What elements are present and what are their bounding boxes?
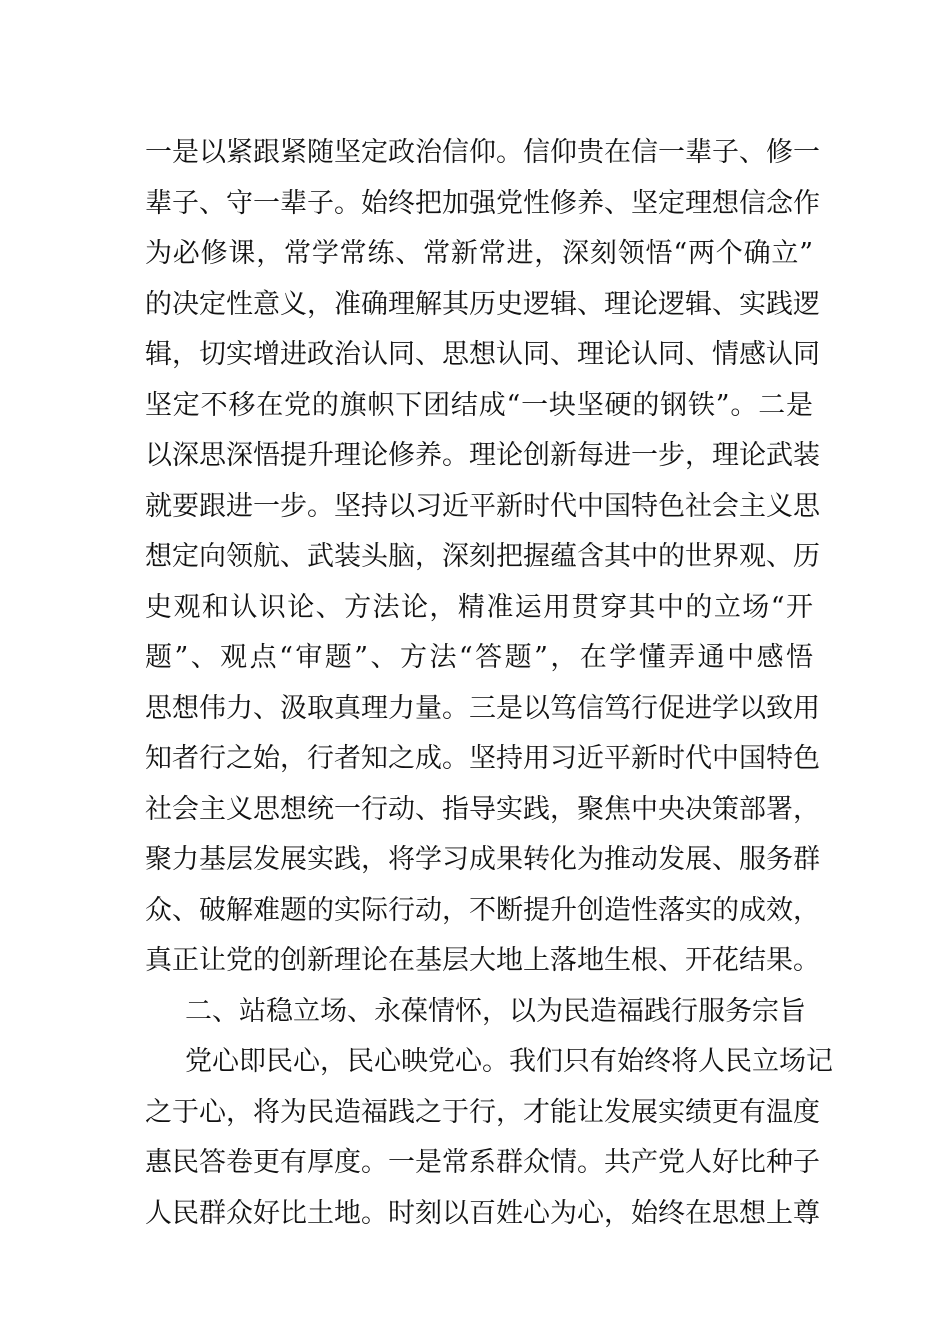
text-line: 真正让党的创新理论在基层大地上落地生根、开花结果。 (145, 945, 820, 976)
text-line: 的决定性意义，准确理解其历史逻辑、理论逻辑、实践逻 (145, 288, 820, 320)
text-line: 以深思深悟提升理论修养。理论创新每进一步，理论武装 (145, 440, 820, 471)
section-heading: 二、站稳立场、永葆情怀，以为民造福践行服务宗旨 (185, 995, 806, 1027)
text-line: 史观和认识论、方法论，精准运用贯穿其中的立场“开 (145, 591, 813, 623)
text-line: 题”、观点“审题”、方法“答题”，在学懂弄通中感悟 (145, 642, 813, 673)
text-line: 众、破解难题的实际行动，不断提升创造性落实的成效， (145, 894, 820, 926)
text-line: 就要跟进一步。坚持以习近平新时代中国特色社会主义思 (145, 490, 820, 522)
text-line: 聚力基层发展实践，将学习成果转化为推动发展、服务群 (145, 844, 820, 875)
text-line: 惠民答卷更有厚度。一是常系群众情。共产党人好比种子 (145, 1147, 820, 1178)
text-line: 为必修课，常学常练、常新常进，深刻领悟“两个确立” (145, 238, 813, 269)
text-line: 想定向领航、武装头脑，深刻把握蕴含其中的世界观、历 (145, 541, 820, 572)
document-body (145, 128, 833, 1239)
text-line: 辑，切实增进政治认同、思想认同、理论认同、情感认同 (145, 339, 820, 370)
text-line: 之于心，将为民造福践之于行，才能让发展实绩更有温度 (145, 1096, 820, 1128)
text-line: 党心即民心，民心映党心。我们只有始终将人民立场记 (185, 1046, 833, 1077)
text-line: 知者行之始，行者知之成。坚持用习近平新时代中国特色 (145, 743, 820, 774)
text-line: 坚定不移在党的旗帜下团结成“一块坚硬的钢铁”。二是 (145, 389, 813, 421)
text-line: 思想伟力、汲取真理力量。三是以笃信笃行促进学以致用 (145, 692, 820, 724)
text-line: 社会主义思想统一行动、指导实践，聚焦中央决策部署， (145, 793, 820, 825)
text-line: 一是以紧跟紧随坚定政治信仰。信仰贵在信一辈子、修一 (145, 137, 820, 168)
text-line: 辈子、守一辈子。始终把加强党性修养、坚定理想信念作 (145, 187, 820, 219)
text-line: 人民群众好比土地。时刻以百姓心为心，始终在思想上尊 (145, 1197, 820, 1229)
